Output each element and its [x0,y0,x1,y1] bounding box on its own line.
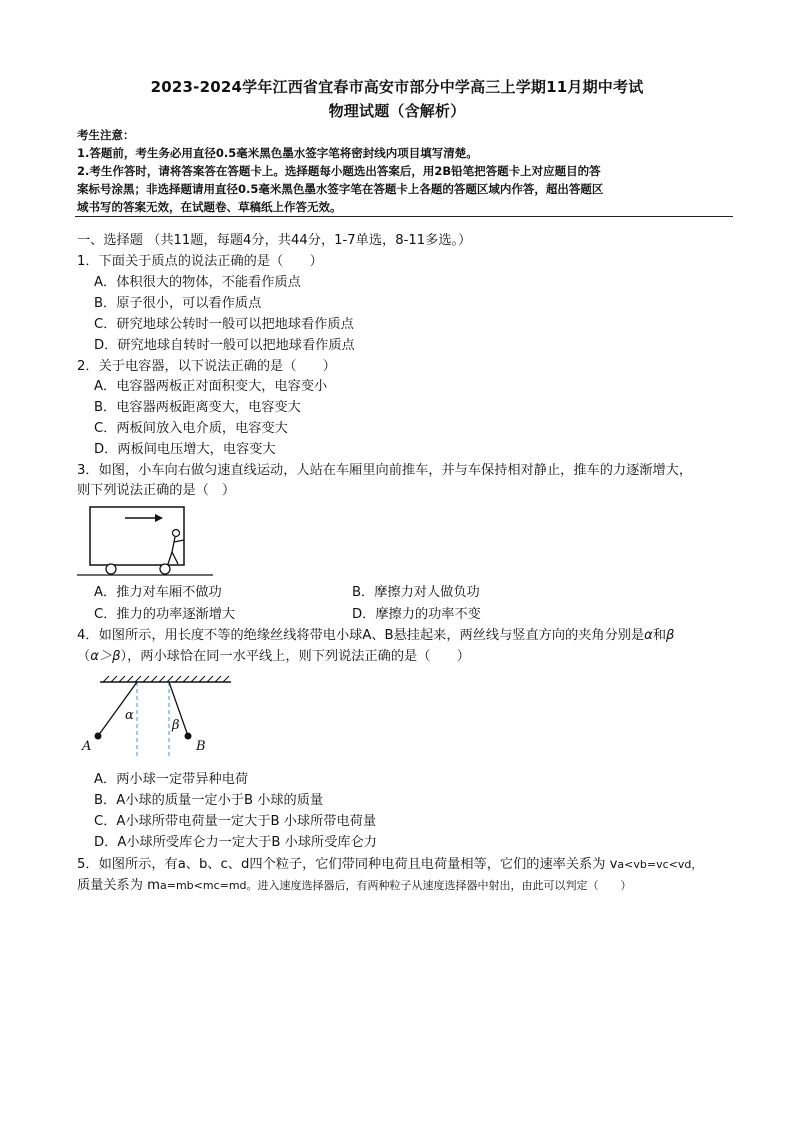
q5-stem-line2 [77,877,632,895]
q1-option-d: D．研究地球自转时一般可以把地球看作质点 [94,338,355,353]
q4-beta: β [666,628,675,643]
q2-option-a: A．电容器两板正对面积变大，电容变小 [94,379,328,394]
divider-rule [75,216,733,217]
angle-alpha-label: α [125,708,134,723]
motion-arrow-icon [155,514,163,522]
notice-item-2-line3: 域书写的答案无效，在试题卷、草稿纸上作答无效。 [77,200,342,214]
q5-stem-text: 5．如图所示，有a、b、c、d四个粒子，它们带同种电荷且电荷量相等，它们的速率关系为 v [77,857,618,872]
q4-option-b: B．A小球的质量一定小于B 小球的质量 [94,793,324,808]
q2-option-b: B．电容器两板距离变大，电容变大 [94,400,301,415]
q3-option-a: A．推力对车厢不做功 [94,585,222,600]
q4-option-d: D．A小球所受库仑力一定大于B 小球所受库仑力 [94,835,377,850]
notice-block [77,126,722,216]
ball-a [95,733,102,740]
q1-option-c: C．研究地球公转时一般可以把地球看作质点 [94,317,354,332]
ceiling-hatch [103,676,229,682]
exam-title-line1: 2023-2024学年江西省宜春市高安市部分中学高三上学期11月期中考试 [150,78,644,96]
q4-paren-open: （ [77,649,91,664]
q1-option-b: B．原子很小，可以看作质点 [94,296,262,311]
q3-option-b: B．摩擦力对人做负功 [352,585,480,600]
person-icon [168,530,184,565]
q4-stem-rest: ），两小球恰在同一水平线上，则下列说法正确的是（ ） [120,649,470,664]
q1-stem: 1．下面关于质点的说法正确的是（ ） [77,254,323,269]
q5-mass-relation: a=mb<mc=md。进入速度选择器后，有两种粒子从速度选择器中射出，由此可以判定（ ） [159,879,632,892]
exam-title-line2: 物理试题（含解析） [328,102,466,120]
q4-stem-line1 [77,627,674,645]
q4-condition: α＞β [90,649,121,664]
q3-stem-line2: 则下列说法正确的是（ ） [77,483,236,498]
notice-heading: 考生注意： [77,128,135,142]
q3-option-d: D．摩擦力的功率不变 [352,607,481,622]
q4-option-a: A．两小球一定带异种电荷 [94,772,249,787]
q3-option-c: C．推力的功率逐渐增大 [94,607,236,622]
cart-wheel-left [106,564,116,574]
q4-pendulum-figure [78,672,243,760]
q1-option-a: A．体积很大的物体，不能看作质点 [94,275,301,290]
q5-velocity-relation: a<vb=vc<vd， [617,858,703,871]
q4-option-c: C．A小球所带电荷量一定大于B 小球所带电荷量 [94,814,377,829]
notice-item-1: 1.答题前，考生务必用直径0.5毫米黑色墨水签字笔将密封线内项目填写清楚。 [77,146,478,160]
cart-wheel-right [160,564,170,574]
q2-option-c: C．两板间放入电介质，电容变大 [94,421,288,436]
q3-cart-figure [75,500,215,580]
angle-beta-label: β [172,718,180,733]
q5-stem-line1 [77,856,702,874]
q4-and: 和 [652,628,667,643]
ball-a-label: A [82,739,92,754]
q5-mass-text: 质量关系为 m [77,878,160,893]
ball-b [185,733,192,740]
notice-item-2-line1: 2.考生作答时，请将答案答在答题卡上。选择题每小题选出答案后，用2B铅笔把答题卡上对应题目的答 [77,164,601,178]
q3-stem-line1: 3．如图，小车向右做匀速直线运动，人站在车厢里向前推车，并与车保持相对静止，推车的力逐渐增大， [77,463,693,478]
section-title: 一、选择题 （共11题，每题4分，共44分，1-7单选，8-11多选。） [77,233,472,248]
q2-option-d: D．两板间电压增大，电容变大 [94,442,276,457]
q4-stem-text: 4．如图所示，用长度不等的绝缘丝线将带电小球A、B悬挂起来，两丝线与竖直方向的夹角分别是 [77,628,645,643]
notice-item-2-line2: 案标号涂黑；非选择题请用直径0.5毫米黑色墨水签字笔在答题卡上各题的答题区域内作答，超出答题区 [77,182,604,196]
q4-stem-line2 [77,648,470,666]
q2-stem: 2．关于电容器，以下说法正确的是（ ） [77,359,336,374]
ball-b-label: B [196,739,206,754]
q4-alpha: α [644,628,653,643]
